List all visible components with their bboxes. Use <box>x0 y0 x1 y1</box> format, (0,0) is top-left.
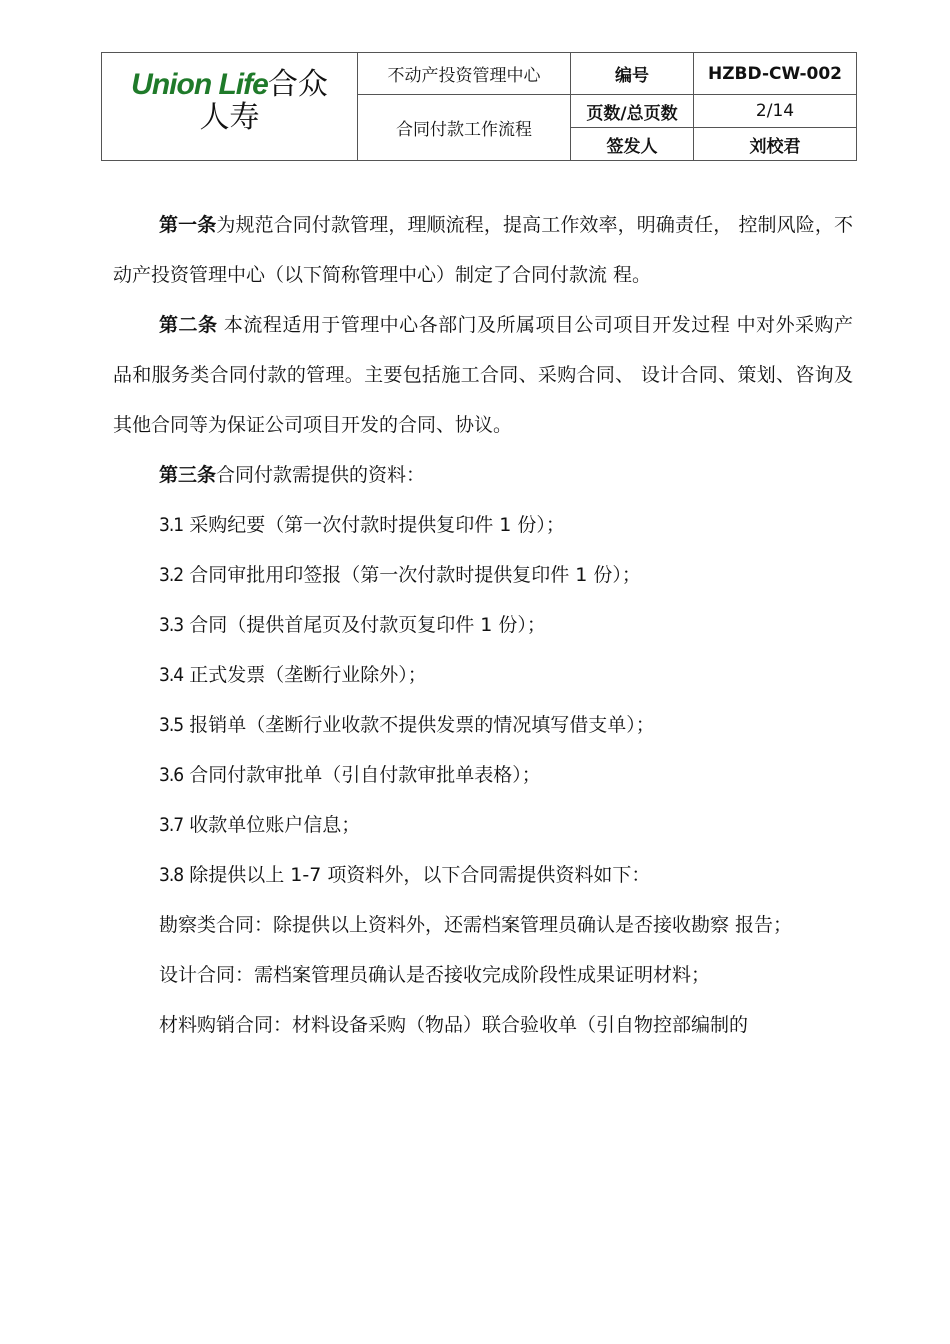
item-number: 3.6 <box>159 764 184 786</box>
code-value: HZBD-CW-002 <box>694 53 857 95</box>
item-text: 除提供以上 1-7 项资料外，以下合同需提供资料如下： <box>189 864 651 886</box>
company-logo <box>102 53 358 161</box>
article-1-label: 第一条 <box>159 214 217 236</box>
item-text: 正式发票（垄断行业除外）； <box>189 664 427 686</box>
item-number: 3.4 <box>159 664 184 686</box>
list-item <box>113 850 853 900</box>
item-text: 合同审批用印签报（第一次付款时提供复印件 1 份）； <box>189 564 641 586</box>
article-3-label: 第三条 <box>159 464 217 486</box>
signer-label: 签发人 <box>571 128 694 161</box>
item-number: 3.8 <box>159 864 184 886</box>
document-header-table <box>101 52 857 161</box>
item-number: 3.5 <box>159 714 184 736</box>
code-label: 编号 <box>571 53 694 95</box>
logo-english: Union Life <box>131 67 268 101</box>
department-name: 不动产投资管理中心 <box>358 53 571 95</box>
design-contract-paragraph: 设计合同：需档案管理员确认是否接收完成阶段性成果证明材料； <box>159 964 711 986</box>
article-3-text: 合同付款需提供的资料： <box>216 464 426 486</box>
article-1 <box>113 200 853 300</box>
survey-contract-paragraph: 勘察类合同：除提供以上资料外，还需档案管理员确认是否接收勘察 报告； <box>159 914 793 936</box>
list-item <box>113 600 853 650</box>
item-number: 3.3 <box>159 614 184 636</box>
list-item <box>113 500 853 550</box>
item-text: 合同（提供首尾页及付款页复印件 1 份）； <box>189 614 546 636</box>
list-item <box>113 650 853 700</box>
item-number: 3.2 <box>159 564 184 586</box>
logo-chinese-1: 合众 <box>267 66 328 102</box>
list-item <box>113 700 853 750</box>
signer-value: 刘校君 <box>694 128 857 161</box>
list-item <box>113 550 853 600</box>
item-number: 3.7 <box>159 814 184 836</box>
article-2 <box>113 300 853 450</box>
pages-value: 2/14 <box>694 95 857 128</box>
item-text: 合同付款审批单（引自付款审批单表格）； <box>189 764 541 786</box>
item-number: 3.1 <box>159 514 184 536</box>
article-1-text: 为规范合同付款管理，理顺流程，提高工作效率，明确责任， 控制风险，不动产投资管理中心（以下简称管理中心）制定了合同付款流 程。 <box>113 214 853 286</box>
list-item <box>113 800 853 850</box>
item-text: 采购纪要（第一次付款时提供复印件 1 份）； <box>189 514 565 536</box>
item-text: 报销单（垄断行业收款不提供发票的情况填写借支单）； <box>189 714 655 736</box>
article-2-label: 第二条 <box>159 314 218 336</box>
logo-chinese-2: 人寿 <box>199 99 260 135</box>
article-2-text: 本流程适用于管理中心各部门及所属项目公司项目开发过程 中对外采购产品和服务类合同付款的管理。主要包括施工合同、采购合同、 设计合同、策划、咨询及其他合同等为保证公司项目开发的合同、协议。 <box>113 314 853 436</box>
article-3 <box>113 450 853 500</box>
document-title: 合同付款工作流程 <box>358 95 571 161</box>
pages-label: 页数/总页数 <box>571 95 694 128</box>
item-text: 收款单位账户信息； <box>189 814 361 836</box>
document-body <box>113 200 853 1050</box>
material-contract-paragraph: 材料购销合同：材料设备采购（物品）联合验收单（引自物控部编制的 <box>159 1014 749 1036</box>
list-item <box>113 750 853 800</box>
